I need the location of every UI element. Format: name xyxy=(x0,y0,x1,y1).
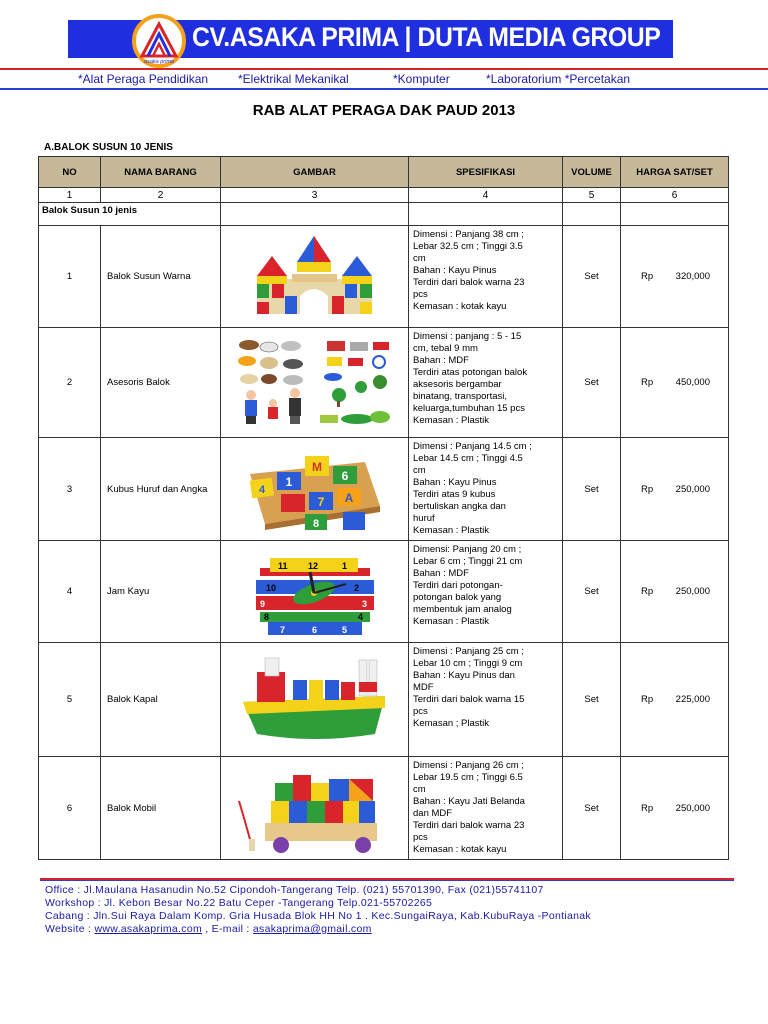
footer-office: Office : Jl.Maulana Hasanudin No.52 Cipondoh-Tangerang Telp. (021) 55701390, Fax (021)55741107 xyxy=(45,884,544,896)
row-spec: Dimensi : Panjang 25 cm ; Lebar 10 cm ; Tinggi 9 cm Bahan : Kayu Pinus dan MDF Terdiri dari balok warna 15 pcs Kemasan ; Plastik xyxy=(409,643,563,757)
col-number: 1 xyxy=(39,188,101,203)
row-name: Balok Susun Warna xyxy=(101,226,221,328)
svg-text:12: 12 xyxy=(307,560,318,571)
table-row xyxy=(39,541,729,643)
letter-number-cubes-image xyxy=(245,444,385,534)
wooden-clock-image xyxy=(250,548,380,636)
svg-text:9: 9 xyxy=(259,598,265,609)
row-price: Rp 250,000 xyxy=(621,757,729,860)
row-name: Jam Kayu xyxy=(101,541,221,643)
col-number: 3 xyxy=(221,188,409,203)
svg-text:1: 1 xyxy=(285,475,292,489)
row-no: 4 xyxy=(39,541,101,643)
table-row xyxy=(39,438,729,541)
logo-text: asaka prima xyxy=(144,59,174,65)
row-price: Rp 250,000 xyxy=(621,438,729,541)
col-number: 4 xyxy=(409,188,563,203)
row-spec: Dimensi : panjang : 5 - 15 cm, tebal 9 mm Bahan : MDF Terdiri atas potongan balok aksesoris bergambar binatang, transportasi, keluarga,tumbuhan 15 pcs Kemasan : Plastik xyxy=(409,328,563,438)
row-volume: Set xyxy=(563,438,621,541)
row-volume: Set xyxy=(563,541,621,643)
block-ship-image xyxy=(235,652,395,747)
svg-text:2: 2 xyxy=(353,582,359,593)
row-volume: Set xyxy=(563,757,621,860)
row-price: Rp 225,000 xyxy=(621,643,729,757)
row-name: Kubus Huruf dan Angka xyxy=(101,438,221,541)
row-price: Rp 320,000 xyxy=(621,226,729,328)
row-no: 3 xyxy=(39,438,101,541)
row-no: 2 xyxy=(39,328,101,438)
accessory-figures-image xyxy=(235,337,395,429)
document-title: RAB ALAT PERAGA DAK PAUD 2013 xyxy=(252,102,516,119)
category-label: Balok Susun 10 jenis xyxy=(42,205,138,216)
row-volume: Set xyxy=(563,643,621,757)
row-no: 1 xyxy=(39,226,101,328)
tagline-item: *Komputer xyxy=(393,72,450,86)
col-header-harga: HARGA SAT/SET xyxy=(621,157,729,188)
table-row xyxy=(39,757,729,860)
svg-text:5: 5 xyxy=(341,624,347,635)
svg-text:6: 6 xyxy=(341,469,348,483)
svg-text:7: 7 xyxy=(317,495,324,509)
col-header-spesifikasi: SPESIFIKASI xyxy=(409,157,563,188)
svg-text:8: 8 xyxy=(312,518,319,530)
col-header-volume: VOLUME xyxy=(563,157,621,188)
svg-text:10: 10 xyxy=(265,582,276,593)
col-number: 2 xyxy=(101,188,221,203)
row-price: Rp 250,000 xyxy=(621,541,729,643)
footer-divider-blue xyxy=(40,880,734,881)
col-header-gambar: GAMBAR xyxy=(221,157,409,188)
svg-text:6: 6 xyxy=(311,624,317,635)
tagline-item: *Elektrikal Mekanikal xyxy=(238,72,349,86)
svg-text:4: 4 xyxy=(357,611,363,622)
tagline-item: *Alat Peraga Pendidikan xyxy=(78,72,209,86)
table-row xyxy=(39,226,729,328)
row-spec: Dimensi : Panjang 26 cm ; Lebar 19.5 cm ; Tinggi 6.5 cm Bahan : Kayu Jati Belanda dan MDF Terdiri dari balok warna 23 pcs Kemasan : kotak kayu xyxy=(409,757,563,860)
row-price: Rp 450,000 xyxy=(621,328,729,438)
column-number-row xyxy=(39,188,729,203)
col-header-nama: NAMA BARANG xyxy=(101,157,221,188)
svg-text:M: M xyxy=(311,460,322,474)
col-number: 6 xyxy=(621,188,729,203)
table-header-row xyxy=(39,157,729,188)
footer-web-line: Website : www.asakaprima.com , E-mail : asakaprima@gmail.com xyxy=(45,923,372,935)
section-title: A.BALOK SUSUN 10 JENIS xyxy=(44,142,173,153)
company-name: CV.ASAKA PRIMA | DUTA MEDIA GROUP xyxy=(192,22,661,52)
block-castle-image xyxy=(252,234,377,319)
col-number: 5 xyxy=(563,188,621,203)
row-name: Balok Mobil xyxy=(101,757,221,860)
col-header-no: NO xyxy=(39,157,101,188)
category-row xyxy=(39,203,729,226)
tagline-item: *Laboratorium *Percetakan xyxy=(486,72,631,86)
row-spec: Dimensi: Panjang 20 cm ; Lebar 6 cm ; Tinggi 21 cm Bahan : MDF Terdiri dari potongan- potongan balok yang membentuk jam analog Kemasan : Plastik xyxy=(409,541,563,643)
company-logo xyxy=(132,14,186,68)
row-spec: Dimensi : Panjang 38 cm ; Lebar 32.5 cm ; Tinggi 3.5 cm Bahan : Kayu Pinus Terdiri dari balok warna 23 pcs Kemasan : kotak kayu xyxy=(409,226,563,328)
footer-workshop: Workshop : Jl. Kebon Besar No.22 Batu Ceper -Tangerang Telp.021-55702265 xyxy=(45,897,433,909)
website-link[interactable]: www.asakaprima.com xyxy=(94,923,203,935)
row-no: 6 xyxy=(39,757,101,860)
table-row xyxy=(39,643,729,757)
svg-text:3: 3 xyxy=(361,598,367,609)
header-divider-blue xyxy=(0,88,768,90)
row-volume: Set xyxy=(563,328,621,438)
svg-text:A: A xyxy=(344,491,353,505)
svg-text:8: 8 xyxy=(263,611,269,622)
row-name: Asesoris Balok xyxy=(101,328,221,438)
svg-text:4: 4 xyxy=(258,484,265,496)
svg-text:11: 11 xyxy=(277,560,288,571)
svg-text:1: 1 xyxy=(341,560,347,571)
tagline xyxy=(0,72,768,86)
row-no: 5 xyxy=(39,643,101,757)
rab-table xyxy=(38,156,729,860)
row-name: Balok Kapal xyxy=(101,643,221,757)
svg-text:7: 7 xyxy=(279,624,285,635)
header-divider-red xyxy=(0,68,768,70)
row-spec: Dimensi : Panjang 14.5 cm ; Lebar 14.5 cm ; Tinggi 4.5 cm Bahan : Kayu Pinus Terdiri atas 9 kubus bertuliskan angka dan huruf Kemasan : Plastik xyxy=(409,438,563,541)
row-volume: Set xyxy=(563,226,621,328)
email-link[interactable]: asakaprima@gmail.com xyxy=(252,923,372,935)
table-row xyxy=(39,328,729,438)
footer-branch: Cabang : Jln.Sui Raya Dalam Komp. Gria Husada Blok HH No 1 . Kec.SungaiRaya, Kab.KubuRaya -Pontianak xyxy=(45,910,591,922)
footer-contact xyxy=(45,884,591,936)
block-wagon-image xyxy=(235,761,395,856)
